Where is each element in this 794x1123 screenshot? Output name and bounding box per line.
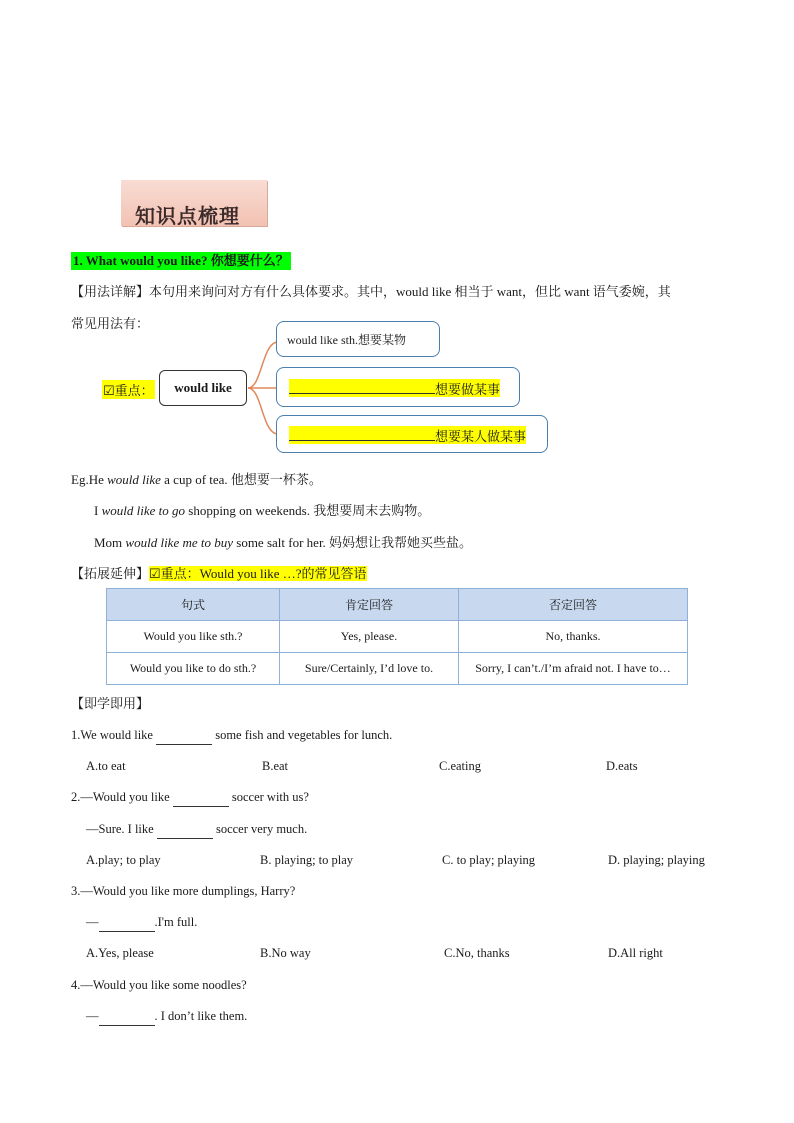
key-point-label: ☑重点： [102, 380, 155, 399]
usage-paragraph [71, 283, 731, 301]
question-3-stem: 3.—Would you like more dumplings, Harry? [71, 884, 296, 898]
table-row [107, 621, 688, 653]
q1-option-a[interactable]: A.to eat [86, 759, 126, 773]
branch-2-highlight [289, 379, 500, 397]
example-1-italic: would like [107, 472, 161, 487]
q2-option-b[interactable]: B. playing; to play [260, 853, 354, 867]
q2-stem-post: soccer with us? [228, 790, 309, 804]
mindmap-branch-2 [276, 367, 520, 407]
usage-text-line2: 常见用法有： [71, 316, 150, 331]
q4-blank[interactable] [99, 1007, 155, 1026]
q2-reply-pre: —Sure. I like [86, 822, 157, 836]
q2-option-a[interactable]: A.play; to play [86, 853, 161, 867]
example-2 [94, 502, 430, 520]
q3-option-b[interactable]: B.No way [260, 946, 311, 960]
q2-blank-2[interactable] [157, 820, 213, 839]
question-4-stem: 4.—Would you like some noodles? [71, 978, 247, 992]
table-cell: Yes, please. [280, 621, 459, 653]
q1-stem-post: some fish and vegetables for lunch. [212, 728, 393, 742]
question-2-reply [86, 820, 307, 839]
extension-label: 【拓展延伸】 [71, 566, 150, 581]
question-1-stem [71, 726, 392, 745]
extension-highlight: ☑重点：Would you like …?的常见答语 [149, 566, 367, 581]
q3-option-a[interactable]: A.Yes, please [86, 946, 154, 960]
q1-stem-pre: 1.We would like [71, 728, 157, 742]
example-3-italic: would like me to buy [125, 535, 234, 550]
section-heading: 1. What would you like? 你想要什么？ [73, 253, 289, 268]
q2-option-c[interactable]: C. to play; playing [442, 853, 536, 867]
q3-reply-post: .I'm full. [154, 915, 198, 929]
banner-title: 知识点梳理 [135, 204, 240, 228]
example-1 [71, 471, 322, 489]
q1-blank[interactable] [156, 726, 212, 745]
table-cell: No, thanks. [459, 621, 688, 653]
branch-3-blank [289, 426, 435, 441]
mindmap-center: would like [159, 370, 247, 406]
q3-option-c[interactable]: C.No, thanks [444, 946, 510, 960]
q4-reply-pre: — [86, 1009, 99, 1023]
q3-reply-pre: — [86, 915, 99, 929]
extension-line [71, 565, 367, 583]
mindmap-branch-1: would like sth.想要某物 [276, 321, 440, 357]
branch-3-text: 想要某人做某事 [435, 429, 527, 444]
example-2-italic: would like to go [101, 503, 186, 518]
answer-table [106, 588, 688, 685]
example-3-pre: Mom [94, 535, 126, 550]
table-header-row [107, 589, 688, 621]
branch-2-text: 想要做某事 [435, 382, 501, 397]
question-2-stem [71, 788, 309, 807]
branch-3-highlight [289, 426, 526, 444]
example-1-pre: Eg.He [71, 472, 108, 487]
table-row [107, 653, 688, 685]
example-1-post: a cup of tea. 他想要一杯茶。 [160, 472, 322, 487]
q1-option-c[interactable]: C.eating [439, 759, 482, 773]
table-cell: Would you like to do sth.? [107, 653, 280, 685]
example-3-post: some salt for her. 妈妈想让我帮她买些盐。 [233, 535, 473, 550]
table-header: 句式 [107, 589, 280, 621]
q1-option-d[interactable]: D.eats [606, 759, 638, 773]
question-4-reply [86, 1007, 247, 1026]
mindmap-branch-3 [276, 415, 548, 453]
q2-reply-post: soccer very much. [212, 822, 308, 836]
q2-stem-pre: 2.—Would you like [71, 790, 173, 804]
q4-reply-post: . I don’t like them. [154, 1009, 248, 1023]
q1-option-b[interactable]: B.eat [262, 759, 289, 773]
branch-2-blank [289, 379, 435, 394]
q2-blank-1[interactable] [173, 788, 229, 807]
example-3 [94, 534, 472, 552]
usage-text-line1: 本句用来询问对方有什么具体要求。其中，would like 相当于 want，但比 want 语气委婉，其 [149, 284, 671, 299]
section-banner [121, 180, 267, 226]
q3-option-d[interactable]: D.All right [608, 946, 663, 960]
example-2-pre: I [94, 503, 102, 518]
question-3-reply [86, 913, 197, 932]
example-2-post: shopping on weekends. 我想要周末去购物。 [185, 503, 431, 518]
table-cell: Would you like sth.? [107, 621, 280, 653]
table-header: 肯定回答 [280, 589, 459, 621]
q2-option-d[interactable]: D. playing; playing [608, 853, 705, 867]
table-cell: Sure/Certainly, I’d love to. [280, 653, 459, 685]
table-header: 否定回答 [459, 589, 688, 621]
table-cell: Sorry, I can’t./I’m afraid not. I have to… [459, 653, 688, 685]
practice-label: 【即学即用】 [71, 696, 150, 711]
usage-label: 【用法详解】 [71, 284, 150, 299]
q3-blank[interactable] [99, 913, 155, 932]
